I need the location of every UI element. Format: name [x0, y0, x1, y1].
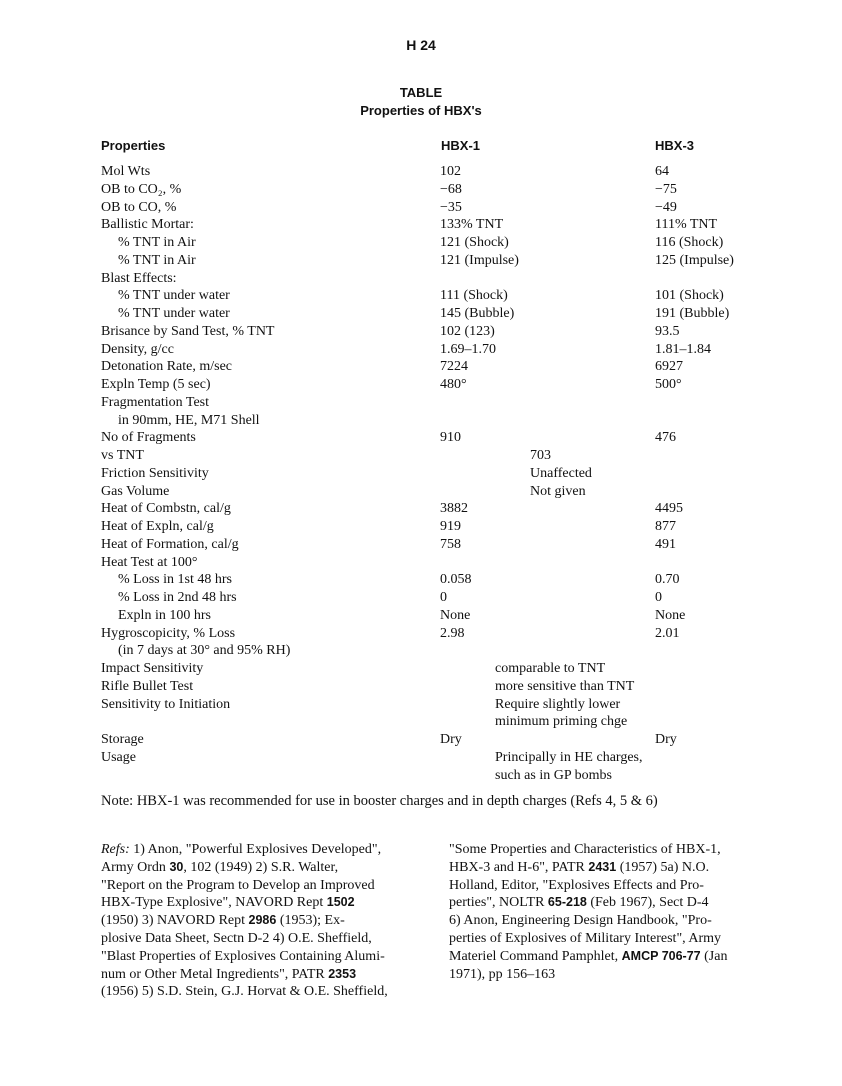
- hbx3-value: 64: [655, 164, 669, 179]
- hbx1-value: 1.69–1.70: [440, 341, 496, 357]
- reference-text: AMCP 706-77: [621, 948, 701, 963]
- property-name: Heat of Expln, cal/g: [101, 519, 214, 534]
- header-properties: Properties: [101, 138, 166, 153]
- property-name: % TNT under water: [118, 306, 230, 321]
- reference-text: Materiel Command Pamphlet,: [449, 948, 622, 964]
- property-name: vs TNT: [101, 448, 144, 463]
- property-name: Heat of Formation, cal/g: [101, 536, 239, 552]
- table-row: [0, 713, 842, 731]
- shared-value: Unaffected: [530, 465, 592, 481]
- hbx1-value: 145 (Bubble): [440, 306, 515, 321]
- property-name: Mol Wts: [101, 164, 151, 179]
- hbx3-value: 6927: [655, 359, 683, 375]
- reference-text: (Jan: [700, 948, 728, 964]
- reference-text: perties", NOLTR: [449, 895, 548, 911]
- shared-value: 703: [530, 448, 551, 463]
- hbx3-value: 125 (Impulse): [655, 252, 734, 268]
- table-row: [0, 767, 842, 785]
- reference-text: 2431: [588, 859, 617, 874]
- property-name: Brisance by Sand Test, % TNT: [101, 323, 275, 339]
- header-hbx1: HBX-1: [441, 138, 481, 153]
- reference-text: (1950) 3) NAVORD Rept: [101, 913, 249, 929]
- table-row: [0, 500, 842, 518]
- property-name: Gas Volume: [101, 483, 170, 499]
- shared-value: comparable to TNT: [495, 661, 606, 676]
- hbx1-value: 102: [440, 164, 461, 179]
- hbx1-value: 7224: [440, 359, 468, 375]
- property-name: Impact Sensitivity: [101, 661, 204, 676]
- shared-value: Not given: [530, 483, 586, 499]
- table-row: [0, 571, 842, 589]
- hbx1-value: −35: [440, 199, 462, 215]
- references-right-column: [449, 841, 727, 983]
- property-name: % Loss in 2nd 48 hrs: [118, 590, 237, 605]
- reference-text: HBX-3 and H-6", PATR: [449, 859, 589, 875]
- reference-line: [101, 912, 388, 930]
- reference-text: (Feb 1967), Sect D-4: [586, 895, 709, 911]
- hbx3-value: 116 (Shock): [655, 235, 724, 250]
- reference-text: Refs:: [101, 842, 130, 857]
- property-name: Ballistic Mortar:: [101, 217, 194, 233]
- reference-line: [449, 894, 727, 912]
- property-name: Fragmentation Test: [101, 394, 210, 410]
- reference-text: 1) Anon, "Powerful Explosives Developed",: [129, 842, 382, 857]
- hbx1-value: 0: [440, 590, 447, 605]
- table-row: [0, 394, 842, 412]
- hbx3-value: 2.01: [655, 625, 680, 641]
- property-name: Detonation Rate, m/sec: [101, 359, 233, 375]
- hbx1-value: 121 (Impulse): [440, 252, 519, 268]
- shared-value: minimum priming chge: [495, 714, 628, 730]
- reference-text: perties of Explosives of Military Interest", Army: [449, 930, 722, 946]
- reference-text: "Some Properties and Characteristics of HBX-1,: [449, 842, 721, 857]
- properties-table: [0, 163, 842, 784]
- hbx3-value: 0.70: [655, 572, 680, 588]
- reference-text: 1971), pp 156–163: [449, 966, 556, 982]
- reference-text: Holland, Editor, "Explosives Effects and Pro-: [449, 877, 704, 893]
- property-name: Density, g/cc: [101, 341, 174, 357]
- table-row: [0, 287, 842, 305]
- hbx1-value: 480°: [440, 377, 467, 392]
- references-left-column: [101, 841, 388, 1001]
- hbx3-value: 500°: [655, 377, 682, 392]
- property-name: % TNT in Air: [118, 235, 196, 250]
- hbx1-value: 3882: [440, 501, 468, 517]
- hbx1-value: 910: [440, 430, 461, 446]
- reference-text: 1502: [326, 895, 355, 910]
- hbx1-value: 121 (Shock): [440, 235, 509, 250]
- property-name: Expln Temp (5 sec): [101, 377, 211, 392]
- property-name: Hygroscopicity, % Loss: [101, 625, 236, 641]
- table-row: [0, 447, 842, 465]
- hbx1-value: −68: [440, 181, 462, 197]
- table-row: [0, 660, 842, 678]
- property-name: Heat of Combstn, cal/g: [101, 501, 231, 517]
- hbx1-value: 919: [440, 519, 461, 534]
- hbx3-value: 476: [655, 430, 676, 446]
- shared-value: Require slightly lower: [495, 696, 621, 712]
- hbx1-value: 111 (Shock): [440, 288, 508, 304]
- table-row: [0, 358, 842, 376]
- hbx3-value: None: [655, 607, 686, 623]
- reference-text: (1957) 5a) N.O.: [616, 859, 710, 875]
- reference-line: [101, 859, 388, 877]
- table-row: [0, 465, 842, 483]
- table-row: [0, 678, 842, 696]
- table-row: [0, 216, 842, 234]
- table-title: TABLE: [399, 85, 443, 100]
- reference-text: Army Ordn: [101, 859, 170, 875]
- table-row: [0, 518, 842, 536]
- reference-line: [449, 841, 727, 859]
- reference-line: [449, 948, 727, 966]
- property-name: % TNT in Air: [118, 252, 196, 268]
- reference-text: HBX-Type Explosive", NAVORD Rept: [101, 895, 327, 911]
- reference-text: 6) Anon, Engineering Design Handbook, "Pro-: [449, 913, 712, 929]
- hbx1-value: 0.058: [440, 572, 472, 588]
- hbx3-value: 877: [655, 519, 676, 534]
- property-name: Heat Test at 100°: [101, 554, 198, 570]
- property-name: Sensitivity to Initiation: [101, 696, 231, 712]
- hbx1-value: 133% TNT: [440, 217, 504, 233]
- property-name: % TNT under water: [118, 288, 230, 304]
- table-row: [0, 234, 842, 252]
- reference-line: [101, 877, 388, 895]
- hbx1-value: Dry: [440, 732, 462, 747]
- shared-value: more sensitive than TNT: [495, 678, 635, 694]
- reference-line: [101, 966, 388, 984]
- table-row: [0, 199, 842, 217]
- property-name: Expln in 100 hrs: [118, 607, 211, 623]
- reference-text: "Blast Properties of Explosives Containing Alumi-: [101, 948, 385, 964]
- property-name: Usage: [101, 749, 136, 765]
- table-row: [0, 323, 842, 341]
- reference-text: 30: [169, 859, 184, 874]
- reference-line: [449, 966, 727, 984]
- table-note: Note: HBX-1 was recommended for use in booster charges and in depth charges (Refs 4, 5 & 6): [101, 793, 658, 809]
- property-name: Storage: [101, 732, 144, 747]
- hbx3-value: 191 (Bubble): [655, 306, 730, 321]
- reference-line: [449, 912, 727, 930]
- hbx3-value: 0: [655, 590, 662, 605]
- table-row: [0, 731, 842, 749]
- table-row: [0, 483, 842, 501]
- hbx3-value: 111% TNT: [655, 217, 718, 233]
- table-row: [0, 163, 842, 181]
- hbx3-value: Dry: [655, 732, 677, 747]
- reference-line: [101, 983, 388, 1001]
- reference-text: 2353: [328, 966, 357, 981]
- reference-text: 2986: [248, 913, 277, 928]
- table-row: [0, 607, 842, 625]
- table-row: [0, 749, 842, 767]
- hbx3-value: 491: [655, 536, 676, 552]
- hbx1-value: None: [440, 607, 471, 623]
- table-row: [0, 412, 842, 430]
- table-row: [0, 589, 842, 607]
- reference-line: [449, 877, 727, 895]
- property-name: % Loss in 1st 48 hrs: [118, 572, 232, 588]
- table-row: [0, 429, 842, 447]
- property-name: No of Fragments: [101, 430, 196, 446]
- table-row: [0, 305, 842, 323]
- table-row: [0, 642, 842, 660]
- reference-line: [449, 930, 727, 948]
- page-number: H 24: [406, 37, 436, 53]
- table-row: [0, 270, 842, 288]
- reference-line: [101, 930, 388, 948]
- hbx3-value: −75: [655, 181, 677, 197]
- property-name: in 90mm, HE, M71 Shell: [118, 412, 260, 428]
- shared-value: Principally in HE charges,: [495, 749, 643, 765]
- hbx3-value: 93.5: [655, 323, 680, 339]
- table-subtitle: Properties of HBX's: [360, 103, 482, 118]
- reference-text: , 102 (1949) 2) S.R. Walter,: [183, 859, 339, 875]
- hbx3-value: 4495: [655, 501, 683, 517]
- reference-text: (1956) 5) S.D. Stein, G.J. Horvat & O.E. Sheffield,: [101, 984, 388, 1000]
- property-name: OB to CO₂, %: [101, 181, 182, 197]
- property-name: Blast Effects:: [101, 270, 177, 286]
- reference-text: "Report on the Program to Develop an Improved: [101, 877, 375, 893]
- table-row: [0, 252, 842, 270]
- reference-line: [101, 894, 388, 912]
- reference-line: [449, 859, 727, 877]
- reference-line: [101, 841, 388, 859]
- table-row: [0, 554, 842, 572]
- reference-text: (1953); Ex-: [276, 913, 345, 929]
- hbx1-value: 2.98: [440, 625, 465, 641]
- property-name: Rifle Bullet Test: [101, 678, 194, 694]
- table-row: [0, 625, 842, 643]
- reference-line: [101, 948, 388, 966]
- property-name: OB to CO, %: [101, 199, 177, 215]
- table-row: [0, 536, 842, 554]
- hbx3-value: −49: [655, 199, 677, 215]
- property-name: (in 7 days at 30° and 95% RH): [118, 643, 291, 659]
- property-name: Friction Sensitivity: [101, 465, 209, 481]
- hbx1-value: 758: [440, 536, 461, 552]
- reference-text: num or Other Metal Ingredients", PATR: [101, 966, 329, 982]
- header-hbx3: HBX-3: [655, 138, 695, 153]
- reference-text: 65-218: [547, 895, 587, 910]
- hbx1-value: 102 (123): [440, 323, 495, 339]
- table-row: [0, 341, 842, 359]
- table-row: [0, 376, 842, 394]
- hbx3-value: 1.81–1.84: [655, 341, 711, 357]
- table-row: [0, 181, 842, 199]
- shared-value: such as in GP bombs: [495, 767, 612, 783]
- table-row: [0, 696, 842, 714]
- hbx3-value: 101 (Shock): [655, 288, 724, 304]
- reference-text: plosive Data Sheet, Sectn D-2 4) O.E. Sheffield,: [101, 930, 372, 946]
